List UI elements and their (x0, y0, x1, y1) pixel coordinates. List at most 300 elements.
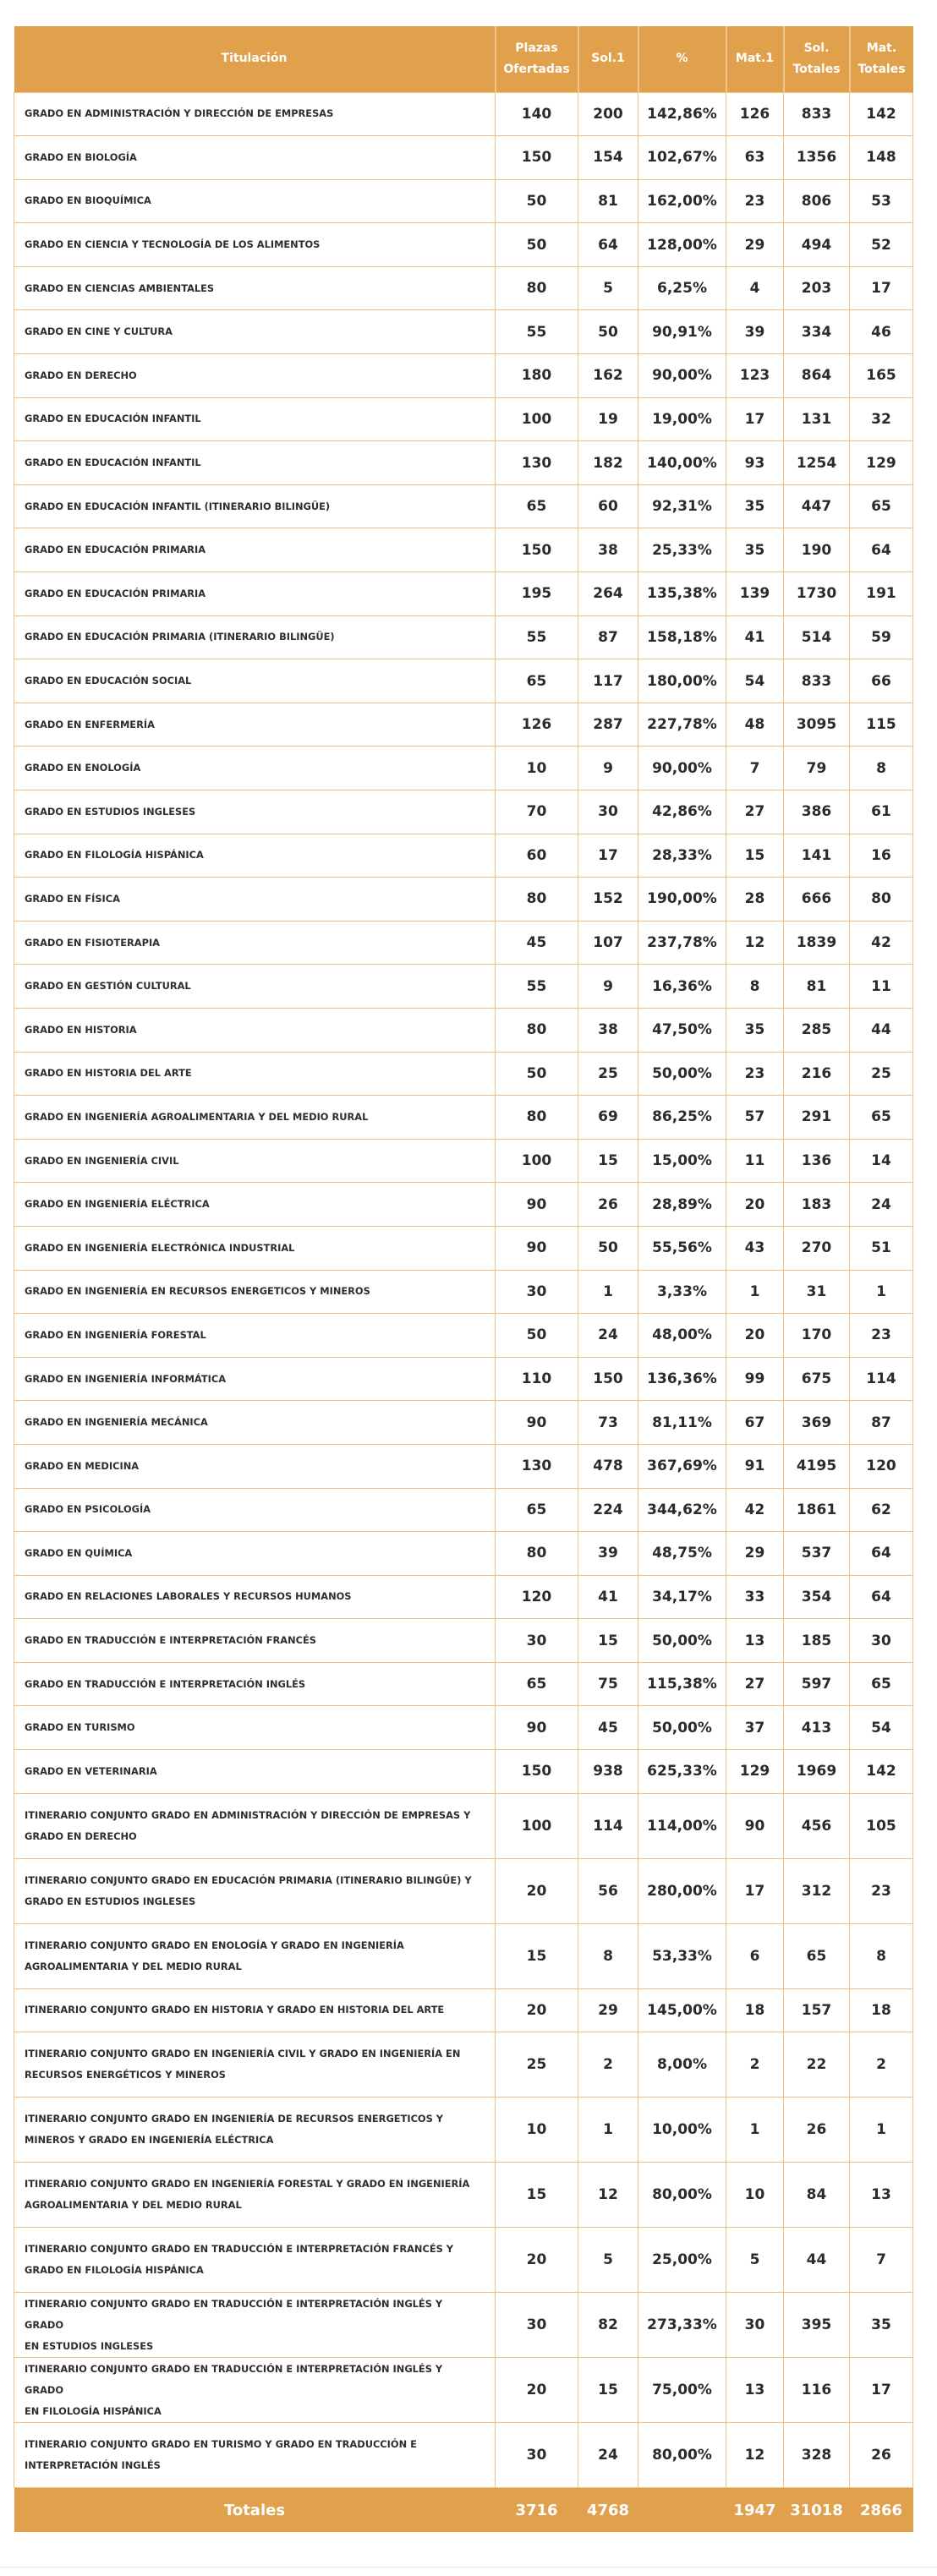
header-line: Sol. (803, 41, 830, 55)
totals-sol-totales: 31018 (790, 2501, 843, 2519)
cell-mat1: 12 (726, 921, 784, 965)
cell-plazas: 60 (496, 834, 578, 878)
table-row (14, 92, 913, 136)
cell-percent: 237,78% (638, 921, 726, 965)
cell-sol-totales: 26 (784, 2097, 850, 2163)
cell-percent: 50,00% (638, 1052, 726, 1096)
cell-sol-totales: 44 (784, 2228, 850, 2293)
cell-sol-totales: 312 (784, 1858, 850, 1923)
cell-sol-totales: 79 (784, 747, 850, 790)
cell-plazas: 55 (496, 615, 578, 659)
cell-sol-totales: 456 (784, 1793, 850, 1858)
cell-percent: 142,86% (638, 92, 726, 136)
cell-titulacion (14, 354, 496, 398)
cell-sol1: 8 (578, 1923, 638, 1988)
cell-titulacion (14, 1488, 496, 1532)
cell-sol-totales: 1254 (784, 441, 850, 485)
titulacion-line: GRADO EN FÍSICA (25, 892, 120, 905)
table-row (14, 310, 913, 354)
cell-mat1: 20 (726, 1183, 784, 1227)
cell-sol1: 12 (578, 2163, 638, 2228)
cell-sol1: 117 (578, 659, 638, 703)
cell-titulacion (14, 528, 496, 572)
cell-percent: 75,00% (638, 2358, 726, 2423)
titulacion-line: GRADO EN INGENIERÍA ELÉCTRICA (25, 1198, 210, 1211)
table-row (14, 1052, 913, 1096)
header-row (14, 26, 913, 92)
cell-percent: 25,00% (638, 2228, 726, 2293)
table-row (14, 1488, 913, 1532)
cell-sol1: 50 (578, 310, 638, 354)
cell-sol-totales: 386 (784, 790, 850, 834)
table-row (14, 223, 913, 267)
cell-titulacion (14, 1444, 496, 1488)
cell-mat-totales: 35 (850, 2293, 913, 2358)
titulacion-line: GRADO EN INGENIERÍA FORESTAL (25, 1328, 206, 1341)
cell-plazas: 15 (496, 2163, 578, 2228)
cell-mat1: 93 (726, 441, 784, 485)
cell-plazas: 150 (496, 1750, 578, 1794)
cell-sol-totales: 1356 (784, 136, 850, 180)
table-row (14, 834, 913, 878)
cell-titulacion (14, 484, 496, 528)
table-row (14, 1858, 913, 1923)
cell-mat1: 28 (726, 878, 784, 922)
cell-sol1: 15 (578, 2358, 638, 2423)
titulacion-line: ITINERARIO CONJUNTO GRADO EN TRADUCCIÓN E INTERPRETACIÓN INGLÉS Y GRADO (25, 2362, 443, 2396)
cell-sol1: 64 (578, 223, 638, 267)
cell-sol1: 1 (578, 1270, 638, 1314)
cell-sol1: 2 (578, 2032, 638, 2097)
cell-plazas: 15 (496, 1923, 578, 1988)
cell-mat-totales: 165 (850, 354, 913, 398)
table-row (14, 659, 913, 703)
cell-percent: 80,00% (638, 2163, 726, 2228)
cell-percent: 227,78% (638, 703, 726, 747)
cell-plazas: 140 (496, 92, 578, 136)
cell-sol1: 150 (578, 1357, 638, 1401)
cell-percent: 42,86% (638, 790, 726, 834)
cell-percent: 86,25% (638, 1096, 726, 1140)
cell-percent: 53,33% (638, 1923, 726, 1988)
cell-titulacion (14, 1314, 496, 1358)
cell-mat1: 126 (726, 92, 784, 136)
header-line: % (676, 52, 688, 66)
cell-percent: 16,36% (638, 965, 726, 1009)
cell-plazas: 130 (496, 441, 578, 485)
table-row (14, 1270, 913, 1314)
cell-sol1: 224 (578, 1488, 638, 1532)
table-row (14, 2293, 913, 2358)
cell-sol-totales: 183 (784, 1183, 850, 1227)
header-mat-totales (850, 26, 913, 92)
cell-mat1: 5 (726, 2228, 784, 2293)
cell-titulacion (14, 397, 496, 441)
cell-plazas: 126 (496, 703, 578, 747)
table-header (14, 26, 913, 92)
cell-mat-totales: 18 (850, 1988, 913, 2032)
cell-mat-totales: 59 (850, 615, 913, 659)
titulacion-line: GRADO EN ENFERMERÍA (25, 718, 155, 730)
table-footer (14, 2488, 913, 2532)
cell-mat1: 7 (726, 747, 784, 790)
cell-mat-totales: 61 (850, 790, 913, 834)
cell-mat-totales: 87 (850, 1401, 913, 1445)
titulacion-line: GRADO EN HISTORIA (25, 1023, 137, 1036)
cell-mat1: 63 (726, 136, 784, 180)
titulacion-line: GRADO EN FISIOTERAPIA (25, 936, 161, 949)
cell-sol1: 114 (578, 1793, 638, 1858)
cell-plazas: 80 (496, 1532, 578, 1576)
titulacion-line: GRADO EN EDUCACIÓN INFANTIL (25, 413, 201, 425)
cell-mat-totales: 120 (850, 1444, 913, 1488)
table-row (14, 790, 913, 834)
cell-sol-totales: 116 (784, 2358, 850, 2423)
cell-percent: 81,11% (638, 1401, 726, 1445)
titulacion-line: GRADO EN HISTORIA DEL ARTE (25, 1067, 192, 1080)
cell-percent: 273,33% (638, 2293, 726, 2358)
cell-percent: 90,00% (638, 747, 726, 790)
table-row (14, 1532, 913, 1576)
table-body (14, 92, 913, 2488)
cell-titulacion (14, 1619, 496, 1663)
cell-plazas: 90 (496, 1226, 578, 1270)
cell-mat-totales: 142 (850, 92, 913, 136)
table-row (14, 703, 913, 747)
cell-mat-totales: 11 (850, 965, 913, 1009)
cell-sol1: 69 (578, 1096, 638, 1140)
header-line: Totales (792, 62, 841, 76)
header-line: Ofertadas (503, 62, 570, 76)
titulacion-line: GRADO EN ESTUDIOS INGLESES (25, 805, 196, 818)
titulacion-line: ITINERARIO CONJUNTO GRADO EN HISTORIA Y GRADO EN HISTORIA DEL ARTE (25, 2004, 445, 2016)
cell-sol1: 26 (578, 1183, 638, 1227)
table-row (14, 1706, 913, 1750)
table-row (14, 2228, 913, 2293)
table-row (14, 2358, 913, 2423)
titulacion-line: GRADO EN GESTIÓN CULTURAL (25, 980, 191, 993)
cell-percent: 140,00% (638, 441, 726, 485)
cell-mat-totales: 54 (850, 1706, 913, 1750)
titulacion-line: ITINERARIO CONJUNTO GRADO EN EDUCACIÓN PRIMARIA (ITINERARIO BILINGÜE) Y (25, 1873, 472, 1886)
cell-mat1: 10 (726, 2163, 784, 2228)
cell-sol-totales: 3095 (784, 703, 850, 747)
table-row (14, 1923, 913, 1988)
header-plazas-ofertadas (496, 26, 578, 92)
cell-titulacion (14, 1139, 496, 1183)
cell-plazas: 90 (496, 1401, 578, 1445)
cell-percent: 136,36% (638, 1357, 726, 1401)
cell-titulacion (14, 1923, 496, 1988)
cell-plazas: 100 (496, 1139, 578, 1183)
cell-sol1: 5 (578, 266, 638, 310)
cell-sol1: 938 (578, 1750, 638, 1794)
table-row (14, 2097, 913, 2163)
cell-percent: 48,00% (638, 1314, 726, 1358)
cell-plazas: 65 (496, 659, 578, 703)
cell-sol1: 38 (578, 1008, 638, 1052)
table-row (14, 484, 913, 528)
cell-titulacion (14, 223, 496, 267)
cell-sol-totales: 65 (784, 1923, 850, 1988)
table-row (14, 2163, 913, 2228)
cell-sol-totales: 270 (784, 1226, 850, 1270)
cell-mat-totales: 16 (850, 834, 913, 878)
cell-mat1: 20 (726, 1314, 784, 1358)
cell-sol-totales: 1861 (784, 1488, 850, 1532)
cell-mat1: 54 (726, 659, 784, 703)
titulacion-line: GRADO EN EDUCACIÓN PRIMARIA (ITINERARIO BILINGÜE) (25, 631, 335, 643)
cell-plazas: 80 (496, 1096, 578, 1140)
totals-mat-totales: 2866 (859, 2501, 903, 2519)
cell-plazas: 50 (496, 223, 578, 267)
cell-percent: 280,00% (638, 1858, 726, 1923)
cell-mat-totales: 24 (850, 1183, 913, 1227)
cell-sol-totales: 334 (784, 310, 850, 354)
titulacion-line: GRADO EN TURISMO (25, 1721, 135, 1734)
cell-mat-totales: 13 (850, 2163, 913, 2228)
titulacion-line: GRADO EN EDUCACIÓN SOCIAL (25, 675, 192, 687)
titulacion-line: GRADO EN ENOLOGÍA (25, 762, 141, 774)
cell-plazas: 10 (496, 2097, 578, 2163)
header-line: Totales (858, 62, 906, 76)
titulacion-line: EN FILOLOGÍA HISPÁNICA (25, 2404, 162, 2417)
cell-mat-totales: 64 (850, 1532, 913, 1576)
cell-titulacion (14, 1988, 496, 2032)
cell-sol-totales: 1839 (784, 921, 850, 965)
cell-mat1: 6 (726, 1923, 784, 1988)
cell-sol1: 162 (578, 354, 638, 398)
cell-plazas: 30 (496, 2423, 578, 2488)
header-line: Plazas (515, 41, 558, 55)
cell-percent: 135,38% (638, 572, 726, 616)
cell-mat1: 37 (726, 1706, 784, 1750)
cell-titulacion (14, 1226, 496, 1270)
cell-mat-totales: 65 (850, 1662, 913, 1706)
cell-sol1: 24 (578, 2423, 638, 2488)
table-row (14, 1139, 913, 1183)
table-row (14, 1183, 913, 1227)
cell-titulacion (14, 266, 496, 310)
cell-plazas: 100 (496, 1793, 578, 1858)
cell-mat-totales: 26 (850, 2423, 913, 2488)
table-row (14, 1008, 913, 1052)
cell-percent: 145,00% (638, 1988, 726, 2032)
titulacion-line: GRADO EN QUÍMICA (25, 1546, 133, 1559)
header-mat1 (726, 26, 784, 92)
cell-titulacion (14, 965, 496, 1009)
cell-plazas: 150 (496, 136, 578, 180)
titulacion-line: GRADO EN ESTUDIOS INGLESES (25, 1895, 196, 1907)
cell-plazas: 80 (496, 266, 578, 310)
cell-sol-totales: 170 (784, 1314, 850, 1358)
cell-mat-totales: 1 (850, 1270, 913, 1314)
titulacion-line: ITINERARIO CONJUNTO GRADO EN ENOLOGÍA Y GRADO EN INGENIERÍA (25, 1939, 404, 1951)
table-row (14, 136, 913, 180)
cell-titulacion (14, 1575, 496, 1619)
cell-titulacion (14, 1662, 496, 1706)
cell-percent: 25,33% (638, 528, 726, 572)
cell-mat1: 13 (726, 2358, 784, 2423)
table-row (14, 615, 913, 659)
cell-sol-totales: 597 (784, 1662, 850, 1706)
titulacion-line: GRADO EN DERECHO (25, 1829, 137, 1842)
cell-mat1: 29 (726, 223, 784, 267)
cell-sol-totales: 216 (784, 1052, 850, 1096)
page-divider (0, 2567, 937, 2568)
cell-percent: 50,00% (638, 1619, 726, 1663)
cell-mat1: 99 (726, 1357, 784, 1401)
cell-sol-totales: 833 (784, 92, 850, 136)
header-line: Mat.1 (735, 52, 775, 66)
totals-percent (638, 2488, 726, 2532)
cell-mat-totales: 191 (850, 572, 913, 616)
cell-sol-totales: 84 (784, 2163, 850, 2228)
titulacion-line: MINEROS Y GRADO EN INGENIERÍA ELÉCTRICA (25, 2134, 274, 2147)
table-row (14, 1750, 913, 1794)
cell-titulacion (14, 1750, 496, 1794)
cell-percent: 114,00% (638, 1793, 726, 1858)
titulacion-line: GRADO EN EDUCACIÓN PRIMARIA (25, 587, 206, 599)
cell-titulacion (14, 1793, 496, 1858)
cell-mat1: 91 (726, 1444, 784, 1488)
cell-mat1: 41 (726, 615, 784, 659)
cell-mat-totales: 25 (850, 1052, 913, 1096)
cell-plazas: 110 (496, 1357, 578, 1401)
cell-percent: 115,38% (638, 1662, 726, 1706)
cell-mat1: 42 (726, 1488, 784, 1532)
cell-plazas: 45 (496, 921, 578, 965)
cell-percent: 625,33% (638, 1750, 726, 1794)
cell-mat-totales: 17 (850, 2358, 913, 2423)
cell-titulacion (14, 1401, 496, 1445)
cell-percent: 90,00% (638, 354, 726, 398)
cell-mat1: 33 (726, 1575, 784, 1619)
cell-mat-totales: 62 (850, 1488, 913, 1532)
cell-mat1: 35 (726, 528, 784, 572)
cell-plazas: 20 (496, 1988, 578, 2032)
header-line: Mat. (866, 41, 897, 55)
titulacion-line: GRADO EN FILOLOGÍA HISPÁNICA (25, 2264, 204, 2277)
cell-sol1: 45 (578, 1706, 638, 1750)
cell-plazas: 10 (496, 747, 578, 790)
cell-plazas: 30 (496, 2293, 578, 2358)
cell-mat1: 129 (726, 1750, 784, 1794)
cell-mat-totales: 114 (850, 1357, 913, 1401)
table-row (14, 441, 913, 485)
cell-mat-totales: 1 (850, 2097, 913, 2163)
cell-sol-totales: 328 (784, 2423, 850, 2488)
cell-sol-totales: 4195 (784, 1444, 850, 1488)
cell-sol1: 9 (578, 965, 638, 1009)
cell-sol1: 81 (578, 179, 638, 223)
cell-sol1: 200 (578, 92, 638, 136)
cell-mat1: 1 (726, 1270, 784, 1314)
cell-titulacion (14, 790, 496, 834)
cell-mat-totales: 14 (850, 1139, 913, 1183)
titulacion-line: ITINERARIO CONJUNTO GRADO EN INGENIERÍA DE RECURSOS ENERGETICOS Y (25, 2113, 444, 2125)
cell-mat1: 48 (726, 703, 784, 747)
cell-titulacion (14, 179, 496, 223)
cell-percent: 28,33% (638, 834, 726, 878)
titulacion-line: AGROALIMENTARIA Y DEL MEDIO RURAL (25, 1960, 242, 1972)
cell-plazas: 70 (496, 790, 578, 834)
cell-sol-totales: 285 (784, 1008, 850, 1052)
cell-sol1: 87 (578, 615, 638, 659)
cell-percent: 15,00% (638, 1139, 726, 1183)
table-row (14, 1314, 913, 1358)
cell-titulacion (14, 441, 496, 485)
cell-plazas: 30 (496, 1270, 578, 1314)
cell-mat1: 18 (726, 1988, 784, 2032)
titulacion-line: GRADO EN EDUCACIÓN INFANTIL (ITINERARIO BILINGÜE) (25, 500, 331, 512)
cell-mat1: 67 (726, 1401, 784, 1445)
cell-titulacion (14, 572, 496, 616)
cell-sol1: 41 (578, 1575, 638, 1619)
header-line: Sol.1 (591, 52, 625, 66)
cell-percent: 28,89% (638, 1183, 726, 1227)
titulacion-line: ITINERARIO CONJUNTO GRADO EN TURISMO Y GRADO EN TRADUCCIÓN E (25, 2438, 417, 2451)
cell-percent: 50,00% (638, 1706, 726, 1750)
titulacion-line: GRADO EN EDUCACIÓN INFANTIL (25, 457, 201, 469)
cell-plazas: 120 (496, 1575, 578, 1619)
cell-sol1: 15 (578, 1619, 638, 1663)
cell-sol1: 73 (578, 1401, 638, 1445)
cell-sol1: 5 (578, 2228, 638, 2293)
titulacion-line: GRADO EN PSICOLOGÍA (25, 1503, 151, 1516)
cell-mat1: 35 (726, 1008, 784, 1052)
cell-mat-totales: 2 (850, 2032, 913, 2097)
cell-sol1: 50 (578, 1226, 638, 1270)
cell-titulacion (14, 2358, 496, 2423)
cell-sol1: 154 (578, 136, 638, 180)
titulacion-line: GRADO EN TRADUCCIÓN E INTERPRETACIÓN INGLÉS (25, 1677, 306, 1690)
cell-sol1: 182 (578, 441, 638, 485)
cell-sol-totales: 141 (784, 834, 850, 878)
cell-sol-totales: 395 (784, 2293, 850, 2358)
cell-sol1: 107 (578, 921, 638, 965)
cell-sol1: 39 (578, 1532, 638, 1576)
cell-mat-totales: 7 (850, 2228, 913, 2293)
cell-sol1: 9 (578, 747, 638, 790)
table-row (14, 1357, 913, 1401)
titulacion-line: RECURSOS ENERGÉTICOS Y MINEROS (25, 2069, 226, 2081)
table-row (14, 2032, 913, 2097)
cell-titulacion (14, 1052, 496, 1096)
table-row (14, 1662, 913, 1706)
cell-mat1: 23 (726, 1052, 784, 1096)
titulacion-line: GRADO EN BIOLOGÍA (25, 150, 137, 163)
cell-sol1: 82 (578, 2293, 638, 2358)
cell-plazas: 80 (496, 878, 578, 922)
cell-plazas: 20 (496, 2228, 578, 2293)
totals-plazas: 3716 (515, 2501, 558, 2519)
table-row (14, 1988, 913, 2032)
cell-mat-totales: 8 (850, 1923, 913, 1988)
cell-mat-totales: 129 (850, 441, 913, 485)
cell-percent: 8,00% (638, 2032, 726, 2097)
titulacion-line: GRADO EN INGENIERÍA MECÁNICA (25, 1416, 208, 1429)
cell-mat1: 30 (726, 2293, 784, 2358)
cell-titulacion (14, 921, 496, 965)
cell-percent: 190,00% (638, 878, 726, 922)
cell-sol-totales: 537 (784, 1532, 850, 1576)
cell-mat1: 13 (726, 1619, 784, 1663)
cell-sol-totales: 190 (784, 528, 850, 572)
cell-sol-totales: 369 (784, 1401, 850, 1445)
titulacion-line: GRADO EN INGENIERÍA ELECTRÓNICA INDUSTRIAL (25, 1241, 295, 1254)
titulacion-line: GRADO EN ADMINISTRACIÓN Y DIRECCIÓN DE EMPRESAS (25, 107, 334, 120)
